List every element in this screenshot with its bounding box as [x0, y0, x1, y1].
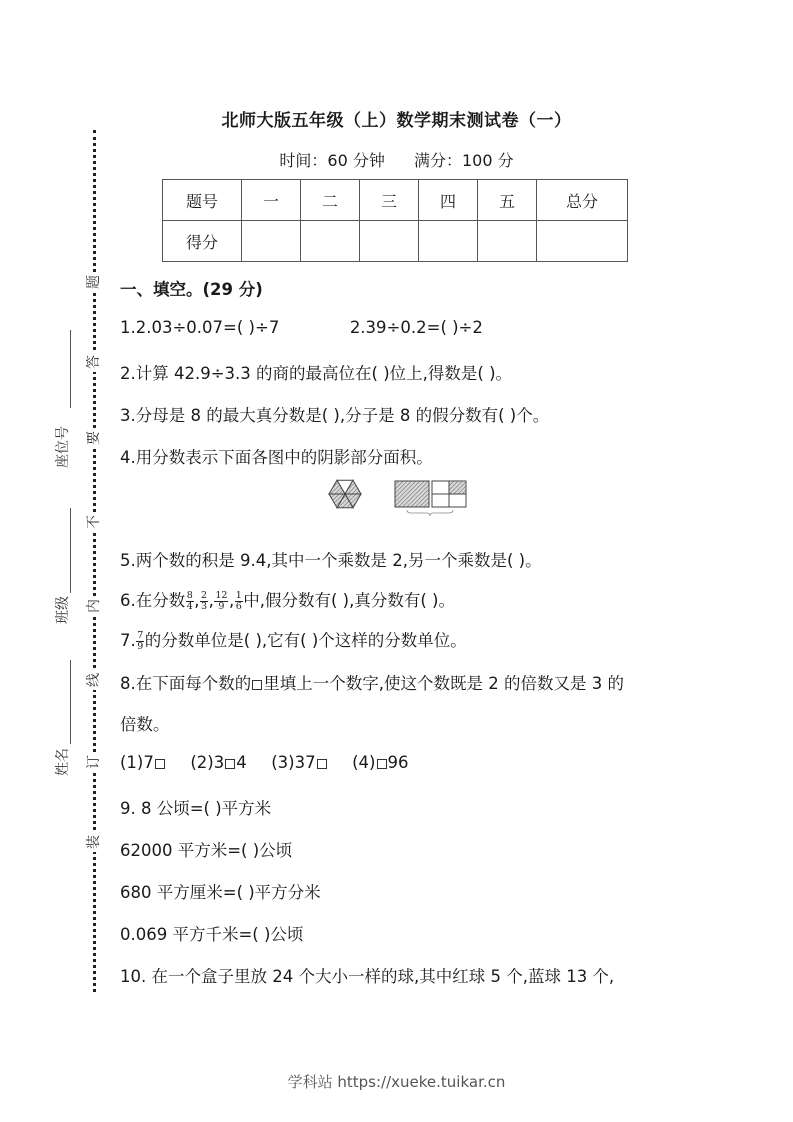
- question-6: 6.在分数 $\frac{8}{4}$ , $\frac{2}{3}$ , $\frac{12}{9}$ , $\frac{1}{6}$ 中,假分数有( ),真分数有( )。: [120, 590, 455, 612]
- time-limit: 时间：60 分钟: [279, 151, 385, 170]
- header-cell: 二: [301, 180, 360, 221]
- name-line: [70, 660, 71, 744]
- header-cell: 一: [242, 180, 301, 221]
- question-2: 2.计算 42.9÷3.3 的商的最高位在( )位上,得数是( )。: [120, 364, 513, 383]
- fraction: $\frac{12}{9}$: [215, 590, 228, 612]
- header-cell: 四: [419, 180, 478, 221]
- class-label: 班级: [55, 596, 71, 624]
- footer-watermark: 学科站 https://xueke.tuikar.cn: [287, 1073, 506, 1091]
- question-1b: 2.39÷0.2=( )÷2: [349, 318, 483, 337]
- binding-char: 不: [84, 512, 104, 532]
- q8-item: (1)7: [120, 753, 166, 772]
- blank-square-icon: [252, 680, 262, 690]
- fraction: $\frac{1}{6}$: [235, 590, 242, 612]
- seat-number-label: 座位号: [55, 426, 71, 468]
- score-cell[interactable]: [301, 221, 360, 262]
- fraction: $\frac{2}{3}$: [201, 590, 208, 612]
- score-cell[interactable]: [242, 221, 301, 262]
- blank-square-icon: [155, 759, 165, 769]
- score-cell[interactable]: [419, 221, 478, 262]
- binding-dotted-line: [93, 130, 96, 992]
- name-label: 姓名: [55, 748, 71, 776]
- header-cell: 总分: [537, 180, 628, 221]
- page-title: 北师大版五年级（上）数学期末测试卷（一）: [221, 111, 572, 131]
- row-label: 得分: [163, 221, 242, 262]
- exam-info: [0, 148, 793, 171]
- binding-char: 答: [84, 352, 104, 372]
- question-1a: 1.2.03÷0.07=( )÷7: [120, 318, 280, 337]
- question-9b: 62000 平方米=( )公顷: [120, 841, 293, 860]
- score-table: [162, 179, 628, 262]
- question-8-line1: 8.在下面每个数的 里填上一个数字,使这个数既是 2 的倍数又是 3 的: [120, 674, 624, 693]
- header-cell: 五: [478, 180, 537, 221]
- binding-char: 题: [84, 272, 104, 292]
- question-4: 4.用分数表示下面各图中的阴影部分面积。: [120, 448, 433, 467]
- question-4-figures: [325, 478, 475, 524]
- question-7: 7. $\frac{7}{9}$ 的分数单位是( ),它有( )个这样的分数单位。: [120, 630, 467, 652]
- question-9d: 0.069 平方千米=( )公顷: [120, 925, 304, 944]
- score-cell[interactable]: [478, 221, 537, 262]
- q8-item: (4) 96: [352, 753, 409, 772]
- question-9a: 9. 8 公顷=( )平方米: [120, 799, 272, 818]
- fraction: $\frac{8}{4}$: [186, 590, 193, 612]
- question-9c: 680 平方厘米=( )平方分米: [120, 883, 321, 902]
- question-8-line2: 倍数。: [120, 715, 170, 734]
- blank-square-icon: [225, 759, 235, 769]
- hexagon-figure: [329, 480, 361, 508]
- class-line: [70, 508, 71, 593]
- question-5: 5.两个数的积是 9.4,其中一个乘数是 2,另一个乘数是( )。: [120, 551, 542, 570]
- fraction: $\frac{7}{9}$: [137, 630, 144, 652]
- question-3: 3.分母是 8 的最大真分数是( ),分子是 8 的假分数有( )个。: [120, 406, 550, 425]
- q8-item: (3)37: [271, 753, 327, 772]
- full-score: 满分：100 分: [413, 151, 514, 170]
- score-table-score-row: [163, 221, 628, 262]
- question-10: 10. 在一个盒子里放 24 个大小一样的球,其中红球 5 个,蓝球 13 个,: [120, 967, 615, 986]
- seat-number-line: [70, 330, 71, 408]
- score-cell[interactable]: [537, 221, 628, 262]
- question-8-items: [120, 753, 409, 772]
- binding-char: 装: [84, 832, 104, 852]
- binding-char: 订: [84, 752, 104, 772]
- shaded-figures: [325, 478, 475, 520]
- question-1: [120, 318, 483, 337]
- score-cell[interactable]: [360, 221, 419, 262]
- binding-char: 内: [84, 596, 104, 616]
- score-table-header-row: [163, 180, 628, 221]
- header-cell: 三: [360, 180, 419, 221]
- blank-square-icon: [317, 759, 327, 769]
- binding-char: 要: [84, 428, 104, 448]
- binding-char: 线: [84, 670, 104, 690]
- section-heading: 一、填空。(29 分): [120, 280, 263, 299]
- rectangle-figures: [395, 481, 466, 516]
- blank-square-icon: [377, 759, 387, 769]
- header-cell: 题号: [163, 180, 242, 221]
- q8-item: (2)3 4: [190, 753, 247, 772]
